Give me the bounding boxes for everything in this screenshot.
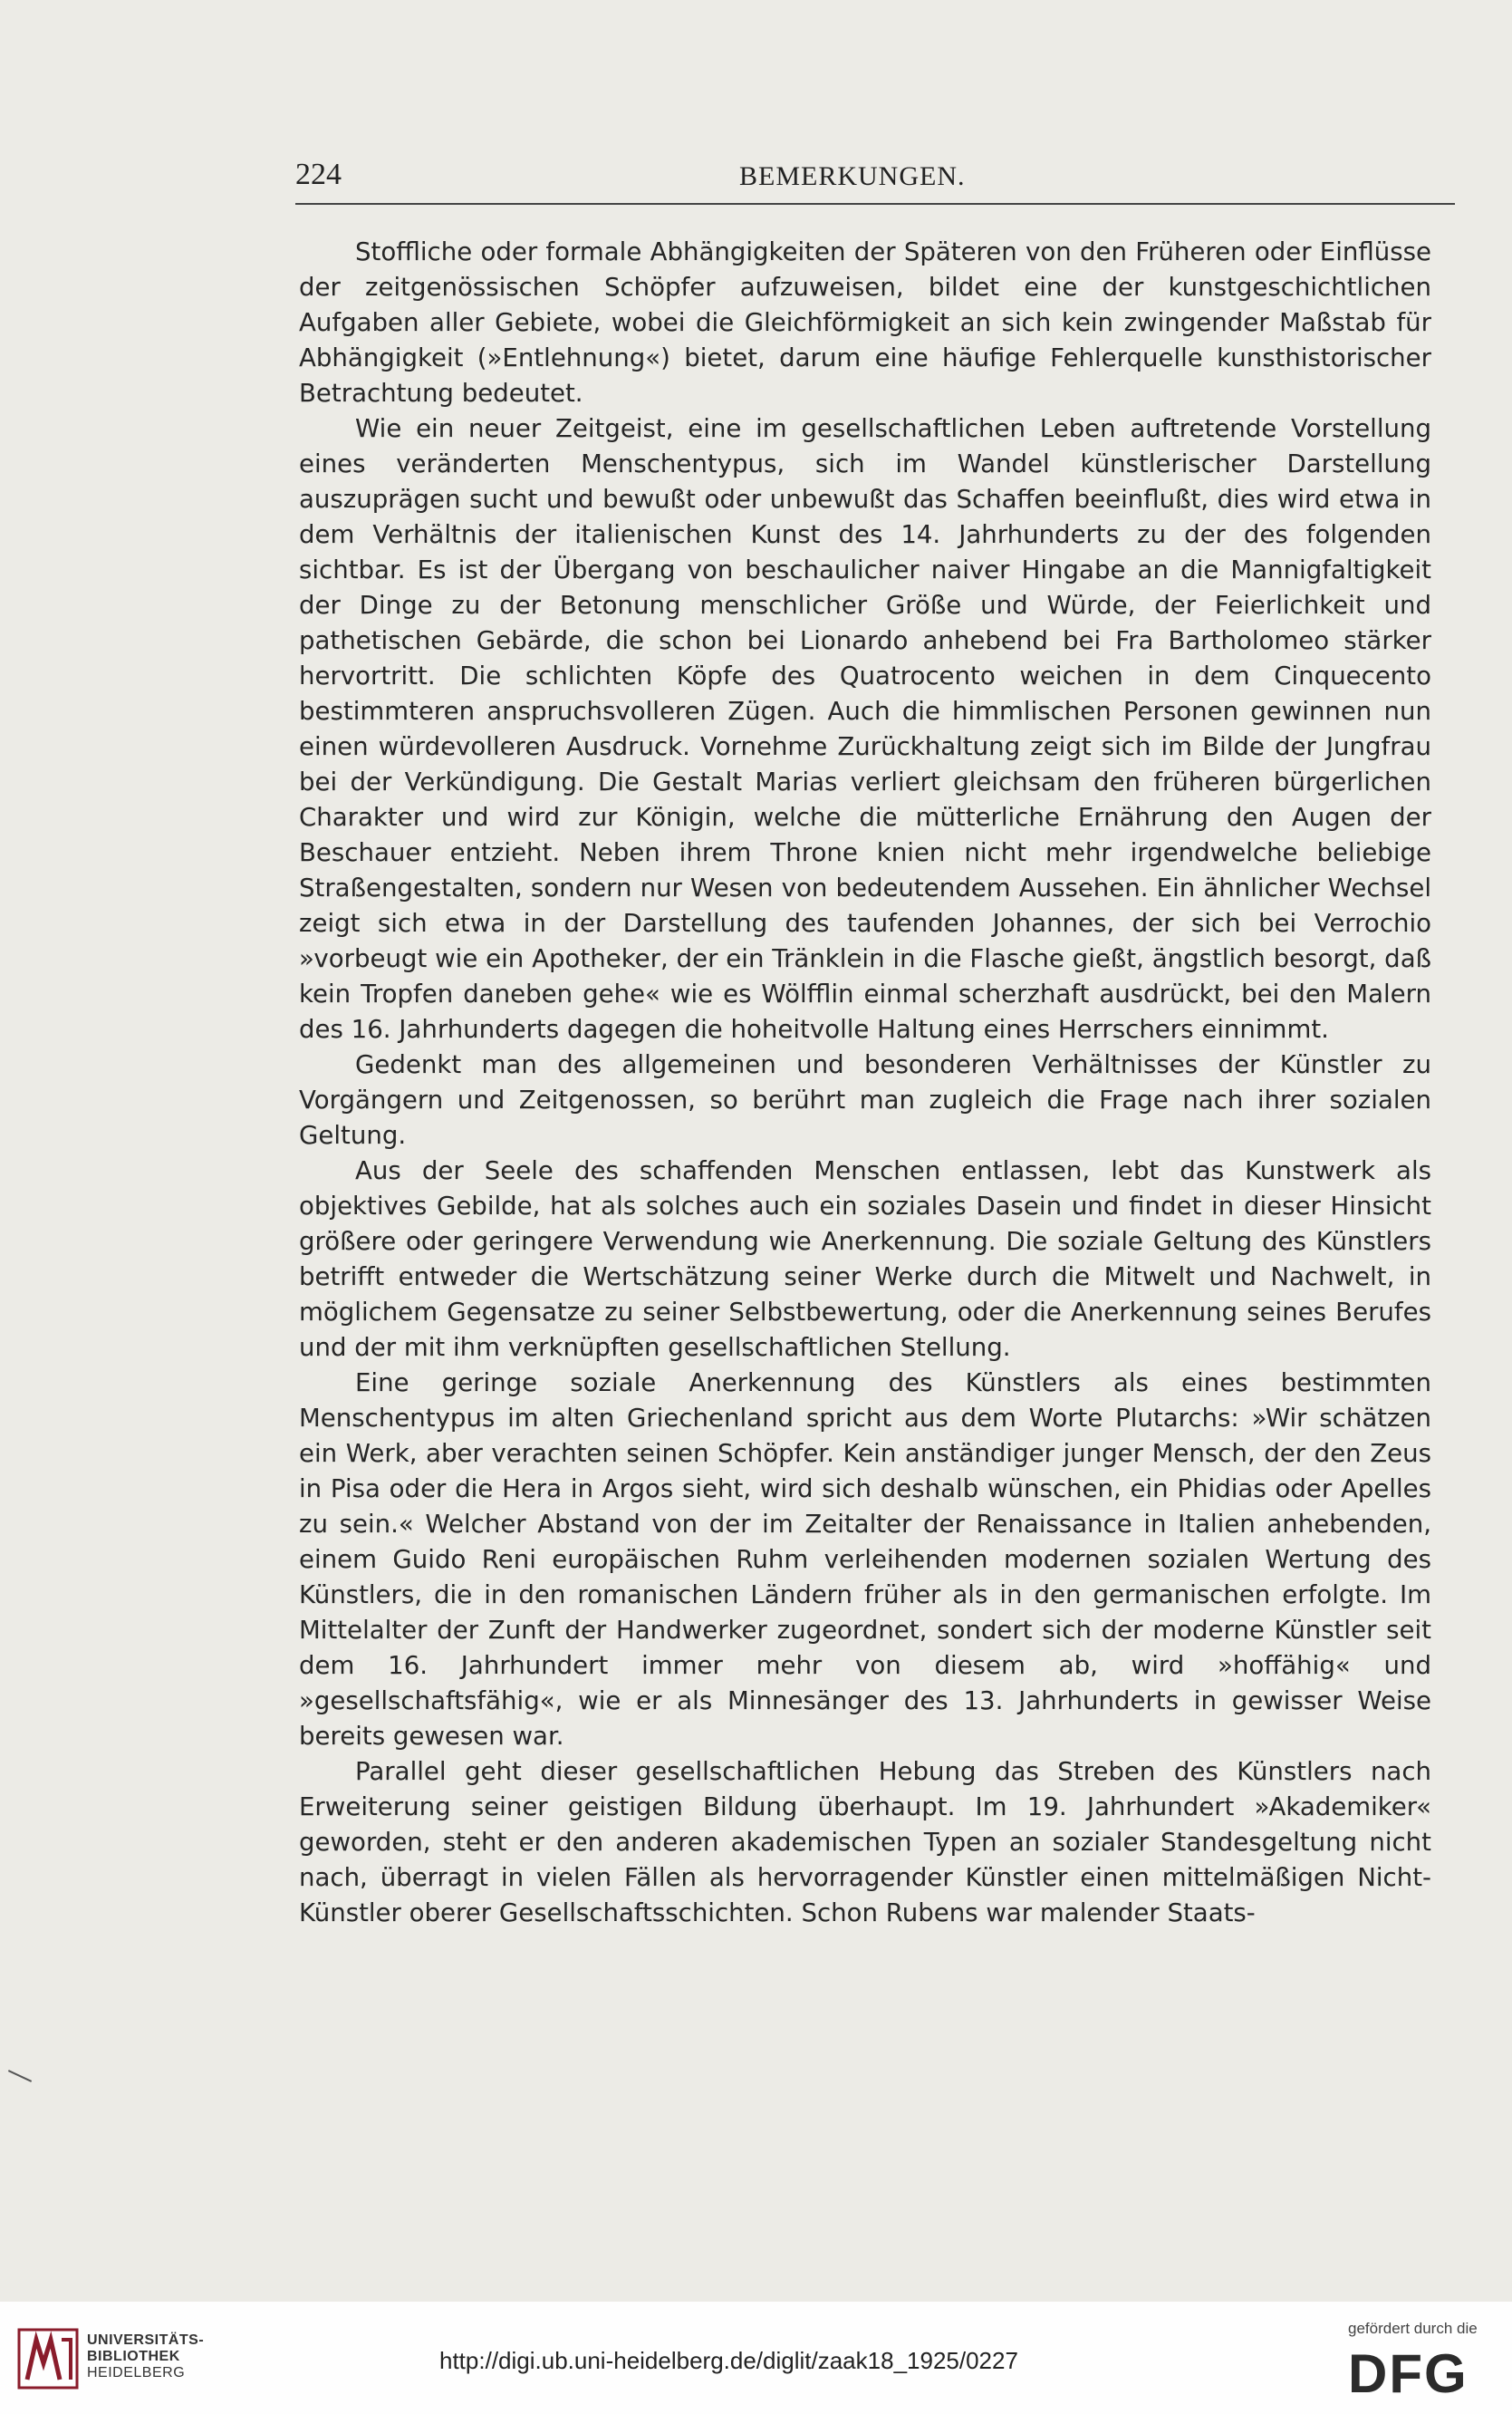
paragraph: Gedenkt man des allgemeinen und besonderen Verhältnisses der Künstler zu Vorgängern und Zeitgenossen, so berührt man zugleich die Frage nach ihrer sozialen Geltung. xyxy=(299,1049,1431,1150)
library-name-line: HEIDELBERG xyxy=(87,2365,186,2380)
scan-artifact xyxy=(8,2070,32,2082)
paragraph: Aus der Seele des schaffenden Menschen entlassen, lebt das Kunstwerk als objektives Gebilde, hat als solches auch ein soziales Dasein und findet in dieser Hinsicht größere oder geringere Verwendung wie Anerkennung. Die soziale Geltung des Künstlers betrifft entweder die Wertschätzung seiner Werke durch die Mitwelt und Nachwelt, in möglichem Gegensatze zu seiner Selbstbewertung, oder die Anerkennung seines Berufes und der mit ihm verknüpften gesellschaftlichen Stellung. xyxy=(299,1155,1431,1362)
running-title: BEMERKUNGEN. xyxy=(739,161,966,191)
paragraph: Eine geringe soziale Anerkennung des Künstlers als eines bestimmten Menschentypus im alten Griechenland spricht aus dem Worte Plutarchs: »Wir schätzen ein Werk, aber verachten seinen Schöpfer. Kein anständiger junger Mensch, der den Zeus in Pisa oder die Hera in Argos sieht, wird sich deshalb wünschen, ein Phidias oder Apelles zu sein.« Welcher Abstand von der im Zeitalter der Renaissance in Italien anhebenden, einem Guido Reni europäischen Ruhm verleihenden modernen sozialen Wertung des Künstlers, die in den romanischen Ländern früher als in den germanischen erfolgte. Im Mittelalter der Zunft der Handwerker zugeordnet, sondert sich der moderne Künstler seit dem 16. Jahrhundert immer mehr von diesem ab, wird »hoffähig« und »gesellschaftsfähig«, wie er als Minnesänger des 13. Jahrhunderts in gewisser Weise bereits gewesen war. xyxy=(299,1367,1431,1751)
library-name-line: UNIVERSITÄTS- xyxy=(87,2332,205,2348)
library-name xyxy=(87,2332,204,2381)
body-text xyxy=(299,234,1431,1930)
page-header xyxy=(295,156,1455,205)
heidelberg-library-logo-icon xyxy=(16,2327,80,2390)
paragraph: Wie ein neuer Zeitgeist, eine im gesellschaftlichen Leben auftretende Vorstellung eines veränderten Menschentypus, sich im Wandel künstlerischer Darstellung auszuprägen sucht und bewußt oder unbewußt das Schaffen beeinflußt, dies wird etwa in dem Verhältnis der italienischen Kunst des 14. Jahrhunderts zu der des folgenden sichtbar. Es ist der Übergang von beschaulicher naiver Hingabe an die Mannigfaltigkeit der Dinge zu der Betonung menschlicher Größe und Würde, der Feierlichkeit und pathetischen Gebärde, die schon bei Lionardo anhebend bei Fra Bartholomeo stärker hervortritt. Die schlichten Köpfe des Quatrocento weichen in dem Cinquecento bestimmteren anspruchsvolleren Zügen. Auch die himmlischen Personen gewinnen nun einen würdevolleren Ausdruck. Vornehme Zurückhaltung zeigt sich im Bilde der Jungfrau bei der Verkündigung. Die Gestalt Marias verliert gleichsam den früheren bürgerlichen Charakter und wird zur Königin, welche die mütterliche Ernährung den Augen der Beschauer entzieht. Neben ihrem Throne knien nicht mehr irgendwelche beliebige Straßengestalten, sondern nur Wesen von bedeutendem Aussehen. Ein ähnlicher Wechsel zeigt sich etwa in der Darstellung des taufenden Johannes, der sich bei Verrochio »vorbeugt wie ein Apotheker, der ein Tränklein in die Flasche gießt, ängstlich besorgt, daß kein Tropfen daneben gehe« wie es Wölfflin einmal scherzhaft ausdrückt, bei den Malern des 16. Jahrhunderts dagegen die hoheitvolle Haltung eines Herrschers einnimmt. xyxy=(299,413,1431,1044)
library-name-line: BIBLIOTHEK xyxy=(87,2349,180,2364)
dfg-logo: DFG xyxy=(1348,2343,1469,2404)
funded-by-label: gefördert durch die xyxy=(1348,2320,1478,2337)
permalink-url[interactable]: http://digi.ub.uni-heidelberg.de/diglit/zaak18_1925/0227 xyxy=(439,2347,1018,2374)
paragraph: Stoffliche oder formale Abhängigkeiten der Späteren von den Früheren oder Einflüsse der zeitgenössischen Schöpfer aufzuweisen, bildet eine der kunstgeschichtlichen Aufgaben aller Gebiete, wobei die Gleichförmigkeit an sich kein zwingender Maßstab für Abhängigkeit (»Entlehnung«) bietet, darum eine häufige Fehlerquelle kunsthistorischer Betrachtung bedeutet. xyxy=(299,237,1431,408)
page-number: 224 xyxy=(295,158,342,191)
paragraph: Parallel geht dieser gesellschaftlichen Hebung das Streben des Künstlers nach Erweiterung seiner geistigen Bildung überhaupt. Im 19. Jahrhundert »Akademiker« geworden, steht er den anderen akademischen Typen an sozialer Standesgeltung nicht nach, überragt in vielen Fällen als hervorragender Künstler einen mittelmäßigen Nicht-Künstler oberer Gesellschaftsschichten. Schon Rubens war malender Staats- xyxy=(299,1756,1431,1927)
